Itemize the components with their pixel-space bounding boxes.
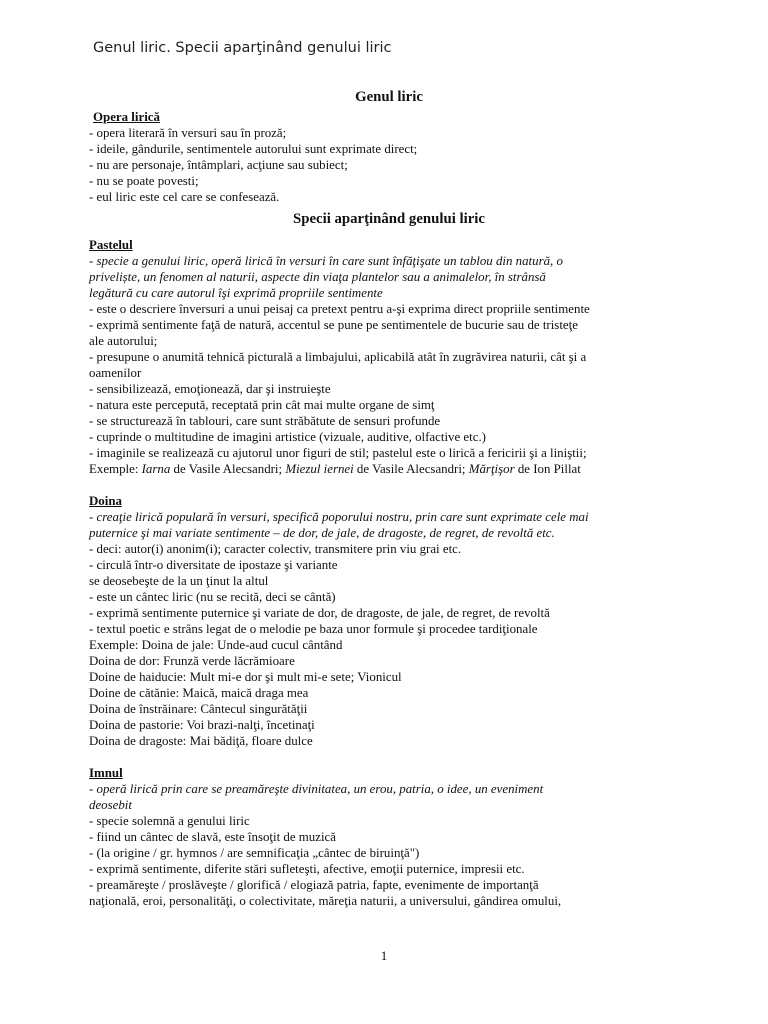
list-item: - natura este percepută, receptată prin cât mai multe organe de simţ xyxy=(89,398,435,412)
definition-line: priveliște, un fenomen al naturii, aspecte din viaţa plantelor sau a animalelor, în strânsă xyxy=(89,270,546,284)
imnul-definition xyxy=(89,781,689,813)
example-line: Doine de haiducie: Mult mi-e dor şi mult mi-e sete; Vionicul xyxy=(89,670,402,684)
pastelul-examples xyxy=(89,461,689,477)
doina-list xyxy=(89,541,689,637)
example-line: Doina de dor: Frunză verde lăcrămioare xyxy=(89,654,295,668)
example-title: Miezul iernei xyxy=(285,462,354,476)
list-item: naţională, eroi, personalităţi, o colectivitate, măreţia naturii, a universului, gândirea omului, xyxy=(89,894,562,908)
document-body xyxy=(89,87,689,909)
examples-prefix: Exemple: xyxy=(89,462,142,476)
page-number: 1 xyxy=(380,948,388,963)
list-item: ale autorului; xyxy=(89,334,158,348)
definition-line: - creaţie lirică populară în versuri, specifică poporului nostru, prin care sunt exprimate cele mai xyxy=(89,510,589,524)
list-item: - eul liric este cel care se confesează. xyxy=(89,190,280,204)
example-author: de Vasile Alecsandri; xyxy=(170,462,286,476)
list-item: oamenilor xyxy=(89,366,142,380)
list-item: - nu are personaje, întâmplari, acţiune sau subiect; xyxy=(89,158,348,172)
list-item: - exprimă sentimente, diferite stări sufleteşti, afective, emoţii puternice, impresii etc. xyxy=(89,862,525,876)
pastelul-list xyxy=(89,301,689,461)
list-item: - presupune o anumită tehnică picturală a limbajului, aplicabilă atât în zugrăvirea naturii, cât şi a xyxy=(89,350,587,364)
example-author: de Ion Pillat xyxy=(514,462,581,476)
definition-line: legătură cu care autorul îşi exprimă propriile sentimente xyxy=(89,286,383,300)
definition-line: - specie a genului liric, operă lirică în versuri în care sunt înfăţişate un tablou din natură, o xyxy=(89,254,563,268)
list-item: - circulă într-o diversitate de ipostaze şi variante xyxy=(89,558,338,572)
section-title: Specii aparţinând genului liric xyxy=(293,211,485,227)
list-item: - imaginile se realizează cu ajutorul unor figuri de stil; pastelul este o lirică a fericirii şi a liniştii; xyxy=(89,446,587,460)
list-item: - specie solemnă a genului liric xyxy=(89,814,250,828)
spacer xyxy=(89,749,689,765)
list-item: se deosebeşte de la un ţinut la altul xyxy=(89,574,269,588)
list-item: - preamăreşte / proslăveşte / glorifică / elogiază patria, fapte, evenimente de importanţă xyxy=(89,878,539,892)
list-item: - textul poetic e strâns legat de o melodie pe baza unor formule şi procedee tardiţionale xyxy=(89,622,538,636)
pastelul-definition xyxy=(89,253,689,301)
example-line: Exemple: Doina de jale: Unde-aud cucul cântând xyxy=(89,638,343,652)
running-header: Genul liric. Specii aparţinând genului liric xyxy=(93,40,392,56)
list-item: - opera literară în versuri sau în proză; xyxy=(89,126,287,140)
doina-definition xyxy=(89,509,689,541)
list-item: - exprimă sentimente faţă de natură, accentul se pune pe sentimentele de bucurie sau de tristeţe xyxy=(89,318,578,332)
list-item: - sensibilizează, emoţionează, dar şi instruieşte xyxy=(89,382,331,396)
spacer xyxy=(89,477,689,493)
definition-line: puternice şi mai variate sentimente – de dor, de jale, de dragoste, de regret, de revoltă etc. xyxy=(89,526,555,540)
list-item: - fiind un cântec de slavă, este însoţit de muzică xyxy=(89,830,336,844)
section-heading-doina: Doina xyxy=(89,494,122,508)
definition-line: - operă lirică prin care se preamăreşte divinitatea, un erou, patria, o idee, un eveniment xyxy=(89,782,544,796)
imnul-list xyxy=(89,813,689,909)
example-title: Iarna xyxy=(141,462,171,476)
example-title: Mărţişor xyxy=(468,462,515,476)
example-line: Doina de înstrăinare: Cântecul singurătăţii xyxy=(89,702,308,716)
definition-line: deosebit xyxy=(89,798,132,812)
list-item: - este o descriere înversuri a unui peisaj ca pretext pentru a-şi exprima direct propriile sentimente xyxy=(89,302,590,316)
list-item: - este un cântec liric (nu se recită, deci se cântă) xyxy=(89,590,336,604)
example-line: Doine de cătănie: Maică, maică draga mea xyxy=(89,686,309,700)
doina-examples xyxy=(89,637,689,749)
example-line: Doina de dragoste: Mai bădiţă, floare dulce xyxy=(89,734,313,748)
example-author: de Vasile Alecsandri; xyxy=(353,462,469,476)
list-item: - (la origine / gr. hymnos / are semnificaţia „cântec de biruinţă") xyxy=(89,846,420,860)
section-heading-imnul: Imnul xyxy=(89,766,123,780)
opera-lirica-list xyxy=(89,125,689,205)
list-item: - cuprinde o multitudine de imagini artistice (vizuale, auditive, olfactive etc.) xyxy=(89,430,486,444)
list-item: - se structurează în tablouri, care sunt străbătute de sensuri profunde xyxy=(89,414,441,428)
list-item: - deci: autor(i) anonim(i); caracter colectiv, transmitere prin viu grai etc. xyxy=(89,542,462,556)
list-item: - nu se poate povesti; xyxy=(89,174,199,188)
page-title: Genul liric xyxy=(355,89,423,105)
list-item: - exprimă sentimente puternice şi variate de dor, de dragoste, de jale, de regret, de revoltă xyxy=(89,606,550,620)
section-heading-opera-lirica: Opera lirică xyxy=(93,110,160,124)
section-heading-pastelul: Pastelul xyxy=(89,238,133,252)
example-line: Doina de pastorie: Voi brazi-nalţi, încetinaţi xyxy=(89,718,315,732)
list-item: - ideile, gândurile, sentimentele autorului sunt exprimate direct; xyxy=(89,142,418,156)
